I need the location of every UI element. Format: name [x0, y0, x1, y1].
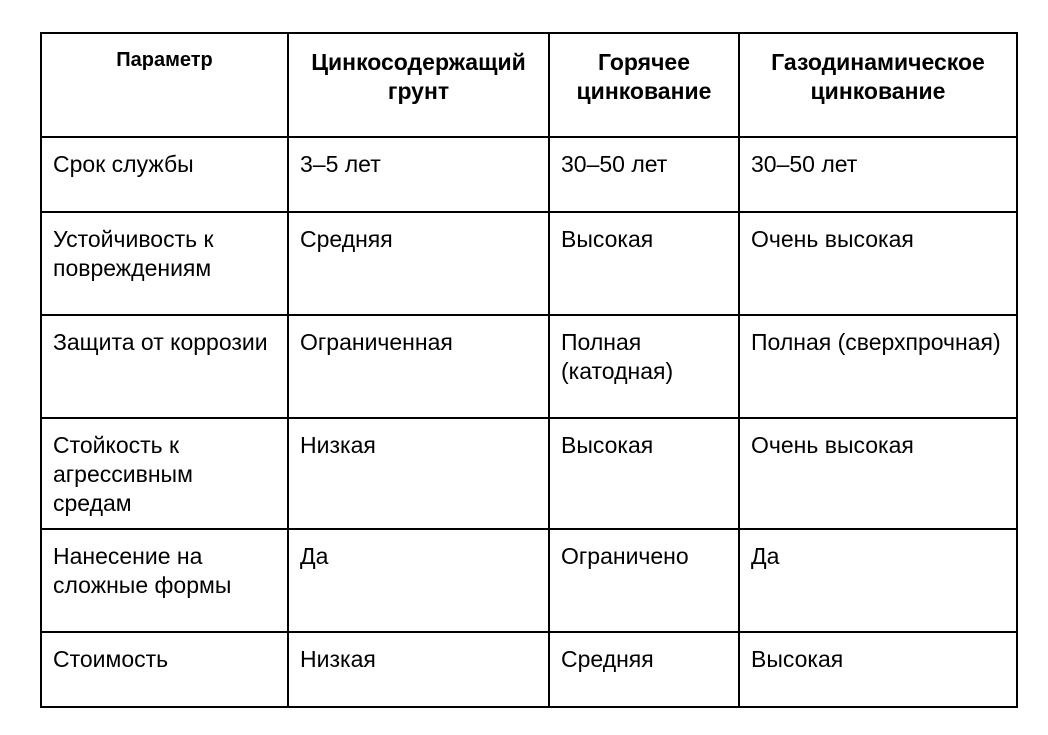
table-cell: Очень высокая: [739, 212, 1017, 315]
table-cell: 30–50 лет: [549, 137, 739, 212]
table-cell: Высокая: [549, 418, 739, 529]
table-row: [41, 315, 1017, 418]
table-cell: Ограничено: [549, 529, 739, 632]
row-label: Стоимость: [41, 632, 288, 707]
row-label: Срок службы: [41, 137, 288, 212]
table-cell: 3–5 лет: [288, 137, 549, 212]
table-cell: Да: [739, 529, 1017, 632]
table-cell: Полная (катодная): [549, 315, 739, 418]
table-cell: Низкая: [288, 418, 549, 529]
table-cell: Средняя: [549, 632, 739, 707]
table-cell: Очень высокая: [739, 418, 1017, 529]
table-cell: Средняя: [288, 212, 549, 315]
table-header-row: [41, 33, 1017, 137]
table-cell: 30–50 лет: [739, 137, 1017, 212]
table-row: [41, 137, 1017, 212]
table-cell: Да: [288, 529, 549, 632]
row-label: Устойчивость к повреждениям: [41, 212, 288, 315]
table-cell: Полная (сверхпрочная): [739, 315, 1017, 418]
table-row: [41, 529, 1017, 632]
header-cell-parameter: Параметр: [41, 33, 288, 137]
header-cell-hot-dip: Горячее цинкование: [549, 33, 739, 137]
table-row: [41, 212, 1017, 315]
header-cell-zinc-primer: Цинкосодержащий грунт: [288, 33, 549, 137]
table-row: [41, 632, 1017, 707]
header-cell-gas-dynamic: Газодинамическое цинкование: [739, 33, 1017, 137]
row-label: Нанесение на сложные формы: [41, 529, 288, 632]
row-label: Стойкость к агрессивным средам: [41, 418, 288, 529]
table-cell: Низкая: [288, 632, 549, 707]
table-cell: Ограниченная: [288, 315, 549, 418]
table-row: [41, 418, 1017, 529]
table-cell: Высокая: [549, 212, 739, 315]
row-label: Защита от коррозии: [41, 315, 288, 418]
comparison-table: [40, 32, 1018, 708]
table-cell: Высокая: [739, 632, 1017, 707]
